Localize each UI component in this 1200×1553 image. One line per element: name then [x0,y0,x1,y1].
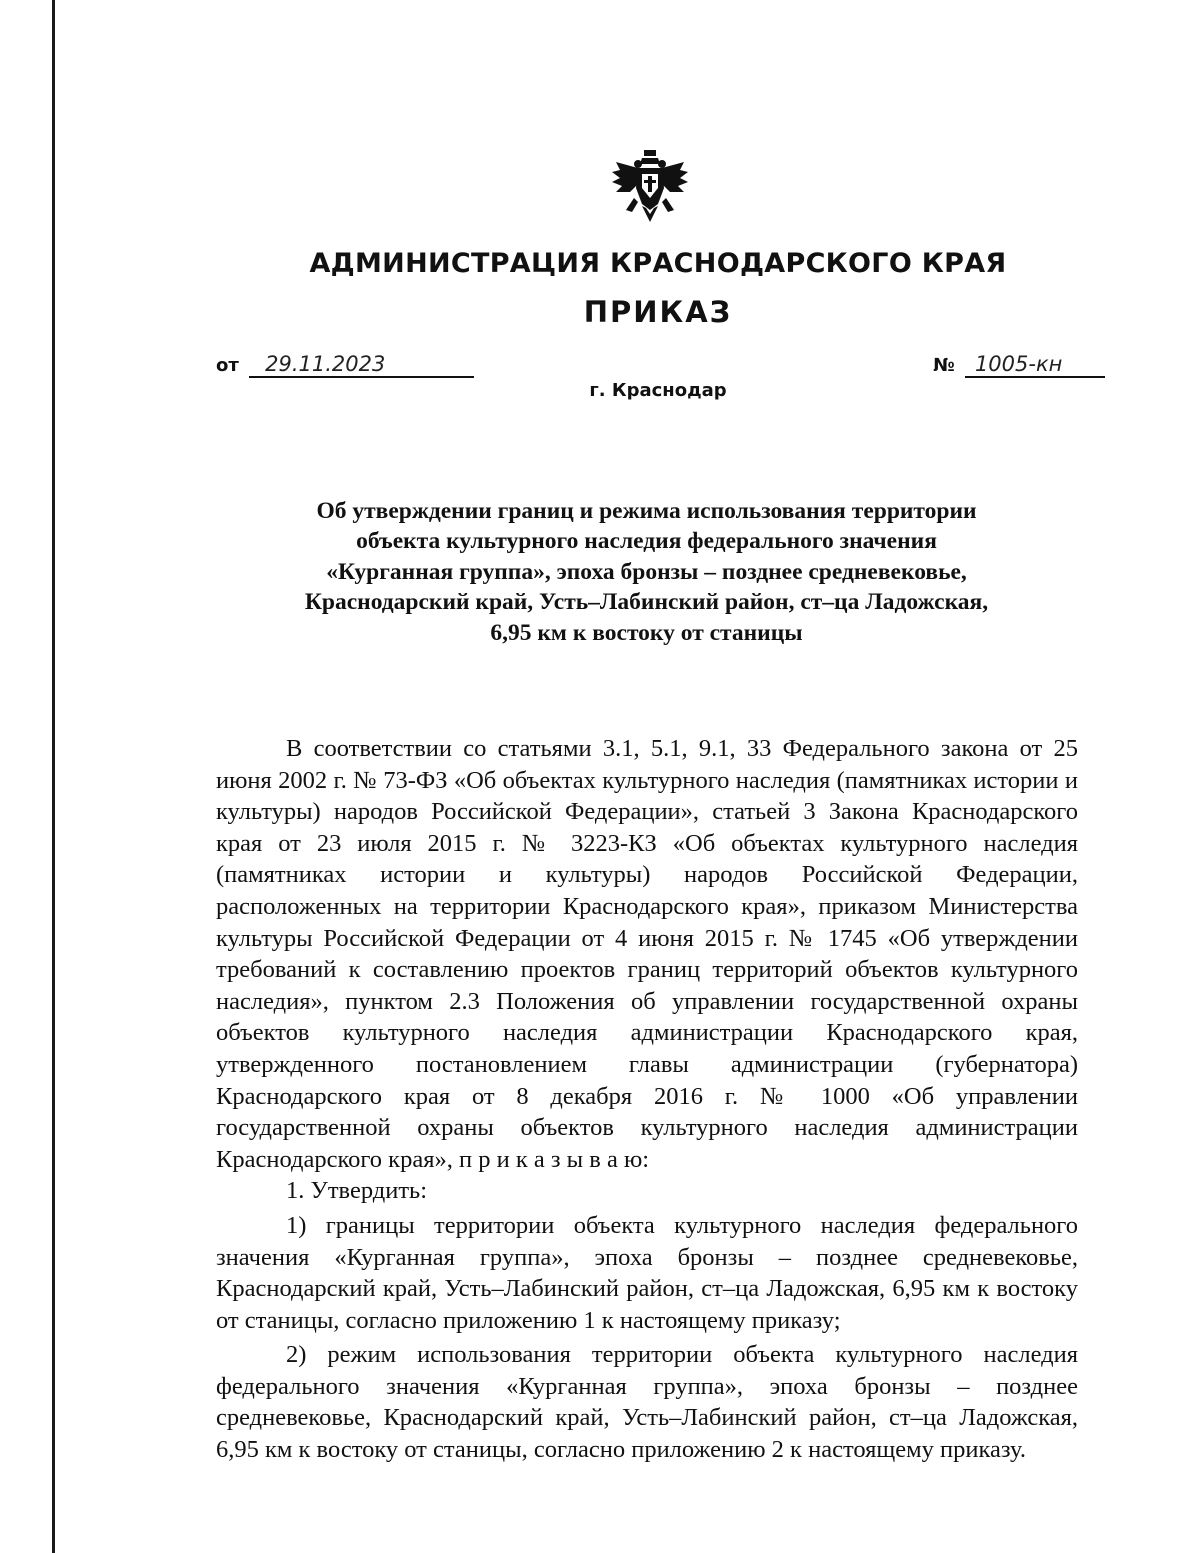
sub-item-1: 1) границы территории объекта культурного наследия федерального значения «Курганная группа», эпоха бронзы – позднее средневековье, Краснодарский край, Усть–Лабинский район, ст–ца Ладожская, 6,95 км к востоку от станицы, согласно приложению 1 к настоящему приказу; [216,1211,1078,1334]
order-body [216,733,1078,1466]
title-line: «Курганная группа», эпоха бронзы – позднее средневековье, [326,558,967,585]
order-title [216,496,1077,648]
preamble-text: В соответствии со статьями 3.1, 5.1, 9.1, 33 Федерального закона от 25 июня 2002 г. № 73-ФЗ «Об объектах культурного наследия (памятниках истории и культуры) народов Российской Федерации», статьей 3 Закона Краснодарского края от 23 июля 2015 г. № 3223-КЗ «Об объектах культурного наследия (памятниках истории и культуры) народов Российской Федерации, расположенных на территории Краснодарского края», приказом Министерства культуры Российской Федерации от 4 июня 2015 г. № 1745 «Об утверждении требований к составлению проектов границ территорий объектов культурного наследия», пунктом 2.3 Положения об управлении государственной охраны объектов культурного наследия администрации Краснодарского края, утвержденного постановлением главы администрации (губернатора) Краснодарского края от 8 декабря 2016 г. № 1000 «Об управлении государственной охраны объектов культурного наследия администрации Краснодарского края», [216,735,1078,1173]
title-line: Об утверждении границ и режима использования территории [316,498,977,524]
number-prefix: № [933,355,955,376]
order-word: п р и к а з ы в а ю: [458,1145,650,1173]
item-1: 1. Утвердить: [286,1177,428,1205]
title-line: объекта культурного наследия федерального значения [356,528,937,555]
preamble-paragraph [216,733,1078,1175]
date-value: 29.11.2023 [249,354,474,378]
title-line: 6,95 км к востоку от станицы [490,619,803,646]
scan-edge-line [52,0,55,1553]
number-value: 1005-кн [965,354,1105,378]
document-type: ПРИКАЗ [583,295,733,329]
date-prefix: от [216,355,239,376]
title-line: Краснодарский край, Усть–Лабинский район, ст–ца Ладожская, [304,589,989,616]
date-field [216,354,474,378]
city-name: г. Краснодар [589,380,727,401]
organization-name: АДМИНИСТРАЦИЯ КРАСНОДАРСКОГО КРАЯ [309,248,1007,279]
sub-item-2: 2) режим использования территории объекта культурного наследия федерального значения «Курганная группа», эпоха бронзы – позднее средневековье, Краснодарский край, Усть–Лабинский район, ст–ца Ладожская, 6,95 км к востоку от станицы, согласно приложению 2 к настоящему приказу. [216,1341,1078,1464]
number-field [933,354,1105,378]
coat-of-arms-icon [608,148,692,228]
